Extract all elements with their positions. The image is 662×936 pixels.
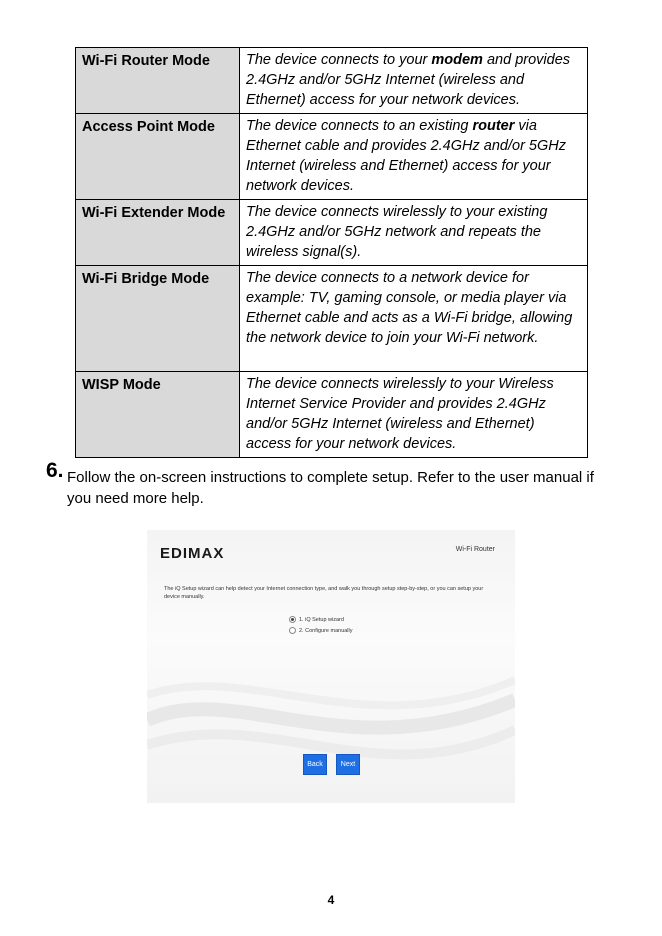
mode-description: The device connects wirelessly to your Wireless Internet Service Provider and provides 2.4GHz and/or 5GHz Internet (wireless and Ethernet) access for your network devices. <box>240 372 588 458</box>
modes-table <box>75 47 588 458</box>
setup-wizard-screenshot <box>147 530 515 803</box>
edimax-logo: EDIMAX <box>160 545 225 562</box>
page-number: 4 <box>327 893 335 907</box>
radio-unchecked-icon[interactable] <box>289 627 296 634</box>
mode-description: The device connects to your modem and provides 2.4GHz and/or 5GHz Internet (wireless and Ethernet) access for your network devices. <box>240 48 588 114</box>
emphasis: modem <box>431 52 483 68</box>
mode-description: The device connects wirelessly to your existing 2.4GHz and/or 5GHz network and repeats the wireless signal(s). <box>240 200 588 266</box>
table-row <box>76 372 588 458</box>
product-name: Wi-Fi Router <box>455 546 495 553</box>
table-row <box>76 266 588 372</box>
table-row <box>76 48 588 114</box>
table-row <box>76 200 588 266</box>
mode-description: The device connects to a network device for example: TV, gaming console, or media player via Ethernet cable and acts as a Wi-Fi bridge, allowing the network device to join your Wi-Fi network. <box>240 266 588 372</box>
background-swirl <box>147 530 515 803</box>
mode-name: WISP Mode <box>76 372 240 458</box>
mode-name: Wi-Fi Bridge Mode <box>76 266 240 372</box>
back-button[interactable]: Back <box>303 754 327 775</box>
table-row <box>76 114 588 200</box>
radio-checked-icon[interactable] <box>289 616 296 623</box>
next-button[interactable]: Next <box>336 754 360 775</box>
step-number: 6. <box>46 459 64 482</box>
option-label: 2. Configure manually <box>299 627 353 634</box>
option-label: 1. iQ Setup wizard <box>299 616 344 623</box>
mode-name: Wi-Fi Router Mode <box>76 48 240 114</box>
option-iq-setup[interactable] <box>289 616 344 623</box>
mode-description: The device connects to an existing router via Ethernet cable and provides 2.4GHz and/or 5GHz Internet (wireless and Ethernet) access for your network devices. <box>240 114 588 200</box>
mode-name: Wi-Fi Extender Mode <box>76 200 240 266</box>
step-text: Follow the on-screen instructions to complete setup. Refer to the user manual if you need more help. <box>67 469 594 507</box>
wizard-intro: The iQ Setup wizard can help detect your Internet connection type, and walk you through setup step-by-step, or you can setup your device manually. <box>164 586 484 600</box>
option-configure-manually[interactable] <box>289 627 353 634</box>
emphasis: router <box>472 118 515 134</box>
mode-name: Access Point Mode <box>76 114 240 200</box>
